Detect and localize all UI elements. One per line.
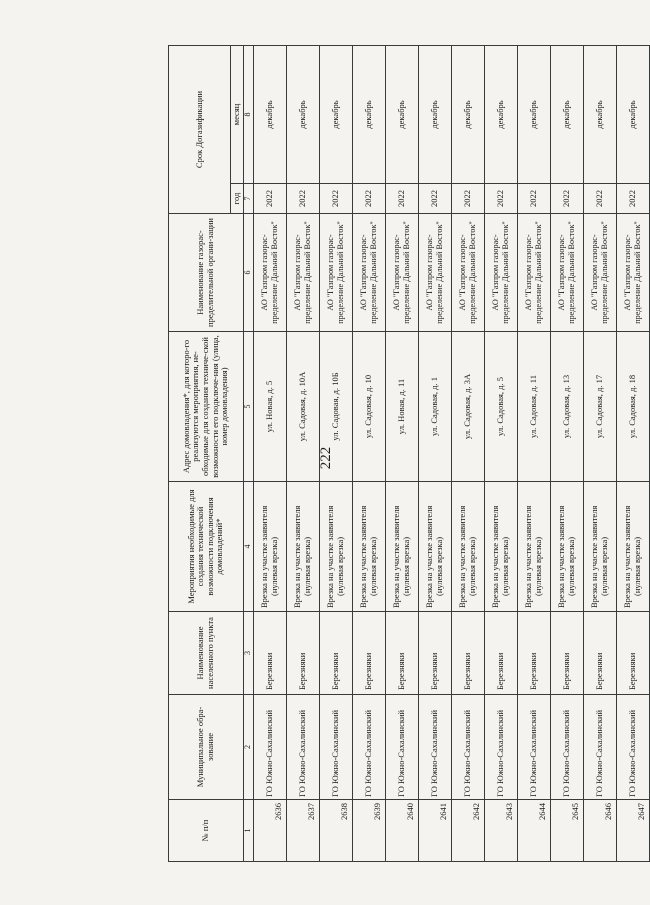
event-line-1: Врезка на участке заявителя	[424, 505, 434, 608]
month-cell: декабрь	[616, 46, 649, 184]
event-line-1: Врезка на участке заявителя	[259, 505, 269, 608]
event-cell	[286, 482, 319, 612]
settlement-cell: Березняки	[352, 612, 385, 695]
event-cell	[253, 482, 286, 612]
row-number: 2645	[550, 800, 583, 862]
settlement-cell: Березняки	[286, 612, 319, 695]
month-cell: декабрь	[253, 46, 286, 184]
header-municipality: Муниципальное обра-зование	[169, 695, 244, 800]
municipality-cell: ГО Южно-Сахалинский	[286, 695, 319, 800]
row-number: 2641	[418, 800, 451, 862]
event-line-2: (нулевая врезка)	[532, 536, 543, 596]
organization-cell: АО "Газпром газорас-пределение Дальний Восток"	[418, 214, 451, 332]
event-cell	[484, 482, 517, 612]
event-line-2: (нулевая врезка)	[433, 536, 444, 596]
event-cell	[550, 482, 583, 612]
col-number: 3	[243, 612, 253, 695]
address-cell: ул. Новая, д. 11	[385, 332, 418, 482]
month-cell: декабрь	[451, 46, 484, 184]
year-cell: 2022	[286, 184, 319, 214]
address-cell: ул. Садовая, д. 3А	[451, 332, 484, 482]
page-number: 222	[318, 446, 334, 470]
table-row	[451, 46, 484, 862]
year-cell: 2022	[616, 184, 649, 214]
event-line-1: Врезка на участке заявителя	[391, 505, 401, 608]
event-cell	[451, 482, 484, 612]
event-line-1: Врезка на участке заявителя	[622, 505, 632, 608]
row-number: 2637	[286, 800, 319, 862]
event-line-1: Врезка на участке заявителя	[523, 505, 533, 608]
organization-cell: АО "Газпром газорас-пределение Дальний Восток"	[451, 214, 484, 332]
header-settlement: Наименование населенного пункта	[169, 612, 244, 695]
header-organization: Наименование газорас-пределительной органи-зации	[169, 214, 244, 332]
table-row	[352, 46, 385, 862]
col-number: 2	[243, 695, 253, 800]
month-cell: декабрь	[286, 46, 319, 184]
event-line-2: (нулевая врезка)	[268, 536, 279, 596]
settlement-cell: Березняки	[616, 612, 649, 695]
municipality-cell: ГО Южно-Сахалинский	[517, 695, 550, 800]
year-cell: 2022	[385, 184, 418, 214]
month-cell: декабрь	[550, 46, 583, 184]
municipality-cell: ГО Южно-Сахалинский	[385, 695, 418, 800]
row-number: 2638	[319, 800, 352, 862]
event-line-1: Врезка на участке заявителя	[457, 505, 467, 608]
event-line-1: Врезка на участке заявителя	[490, 505, 500, 608]
table-row	[583, 46, 616, 862]
col-number: 7	[243, 184, 253, 214]
event-cell	[352, 482, 385, 612]
event-line-2: (нулевая врезка)	[565, 536, 576, 596]
settlement-cell: Березняки	[484, 612, 517, 695]
row-number: 2646	[583, 800, 616, 862]
month-cell: декабрь	[319, 46, 352, 184]
header-row	[169, 46, 231, 862]
event-cell	[517, 482, 550, 612]
event-cell	[418, 482, 451, 612]
col-number: 8	[243, 46, 253, 184]
row-number: 2639	[352, 800, 385, 862]
event-line-1: Врезка на участке заявителя	[292, 505, 302, 608]
gasification-table	[168, 45, 650, 862]
municipality-cell: ГО Южно-Сахалинский	[319, 695, 352, 800]
table-row	[517, 46, 550, 862]
row-number: 2640	[385, 800, 418, 862]
month-cell: декабрь	[385, 46, 418, 184]
table-row	[385, 46, 418, 862]
row-number: 2642	[451, 800, 484, 862]
municipality-cell: ГО Южно-Сахалинский	[616, 695, 649, 800]
event-line-1: Врезка на участке заявителя	[325, 505, 335, 608]
year-cell: 2022	[319, 184, 352, 214]
header-deadline: Срок Догазификации	[169, 46, 231, 214]
organization-cell: АО "Газпром газорас-пределение Дальний Восток"	[385, 214, 418, 332]
municipality-cell: ГО Южно-Сахалинский	[550, 695, 583, 800]
table-row	[286, 46, 319, 862]
row-number: 2647	[616, 800, 649, 862]
event-line-2: (нулевая врезка)	[400, 536, 411, 596]
settlement-cell: Березняки	[418, 612, 451, 695]
table-row	[616, 46, 649, 862]
address-cell: ул. Садовая, д. 17	[583, 332, 616, 482]
organization-cell: АО "Газпром газорас-пределение Дальний Восток"	[319, 214, 352, 332]
address-cell: ул. Новая, д. 5	[253, 332, 286, 482]
month-cell: декабрь	[517, 46, 550, 184]
settlement-cell: Березняки	[253, 612, 286, 695]
col-number: 6	[243, 214, 253, 332]
year-cell: 2022	[583, 184, 616, 214]
header-event: Мероприятия необходимые для создания технической возможности подключения домовладений*	[169, 482, 244, 612]
settlement-cell: Березняки	[583, 612, 616, 695]
year-cell: 2022	[352, 184, 385, 214]
event-line-2: (нулевая врезка)	[301, 536, 312, 596]
rotated-table-wrapper	[168, 46, 646, 862]
municipality-cell: ГО Южно-Сахалинский	[352, 695, 385, 800]
col-number: 5	[243, 332, 253, 482]
municipality-cell: ГО Южно-Сахалинский	[418, 695, 451, 800]
month-cell: декабрь	[583, 46, 616, 184]
organization-cell: АО "Газпром газорас-пределение Дальний Восток"	[352, 214, 385, 332]
year-cell: 2022	[550, 184, 583, 214]
organization-cell: АО "Газпром газорас-пределение Дальний Восток"	[517, 214, 550, 332]
row-number: 2644	[517, 800, 550, 862]
event-line-1: Врезка на участке заявителя	[589, 505, 599, 608]
year-cell: 2022	[451, 184, 484, 214]
settlement-cell: Березняки	[385, 612, 418, 695]
event-line-1: Врезка на участке заявителя	[358, 505, 368, 608]
col-number: 1	[243, 800, 253, 862]
municipality-cell: ГО Южно-Сахалинский	[484, 695, 517, 800]
month-cell: декабрь	[418, 46, 451, 184]
col-number: 4	[243, 482, 253, 612]
table-row	[484, 46, 517, 862]
event-line-1: Врезка на участке заявителя	[556, 505, 566, 608]
event-line-2: (нулевая врезка)	[466, 536, 477, 596]
event-cell	[319, 482, 352, 612]
address-cell: ул. Садовая, д. 10Б	[319, 332, 352, 482]
event-line-2: (нулевая врезка)	[367, 536, 378, 596]
event-cell	[616, 482, 649, 612]
municipality-cell: ГО Южно-Сахалинский	[253, 695, 286, 800]
table-row	[550, 46, 583, 862]
address-cell: ул. Садовая, д. 1	[418, 332, 451, 482]
organization-cell: АО "Газпром газорас-пределение Дальний Восток"	[286, 214, 319, 332]
table-row	[319, 46, 352, 862]
event-line-2: (нулевая врезка)	[334, 536, 345, 596]
organization-cell: АО "Газпром газорас-пределение Дальний Восток"	[253, 214, 286, 332]
column-numbers-row	[243, 46, 253, 862]
settlement-cell: Березняки	[451, 612, 484, 695]
header-month: месяц	[231, 46, 244, 184]
table-row	[418, 46, 451, 862]
header-address: Адрес домовладения*, для которо-го реализуются мероприятия, не-обходимые для создания техниче-ской возможности его подключе-ния (улица, номер домовладения)	[169, 332, 244, 482]
municipality-cell: ГО Южно-Сахалинский	[451, 695, 484, 800]
address-cell: ул. Садовая, д. 10	[352, 332, 385, 482]
month-cell: декабрь	[484, 46, 517, 184]
table-body	[253, 46, 649, 862]
organization-cell: АО "Газпром газорас-пределение Дальний Восток"	[550, 214, 583, 332]
year-cell: 2022	[484, 184, 517, 214]
row-number: 2643	[484, 800, 517, 862]
organization-cell: АО "Газпром газорас-пределение Дальний Восток"	[616, 214, 649, 332]
address-cell: ул. Садовая, д. 13	[550, 332, 583, 482]
settlement-cell: Березняки	[517, 612, 550, 695]
year-cell: 2022	[253, 184, 286, 214]
event-cell	[583, 482, 616, 612]
address-cell: ул. Садовая, д. 5	[484, 332, 517, 482]
address-cell: ул. Садовая, д. 18	[616, 332, 649, 482]
settlement-cell: Березняки	[319, 612, 352, 695]
event-line-2: (нулевая врезка)	[631, 536, 642, 596]
year-cell: 2022	[418, 184, 451, 214]
settlement-cell: Березняки	[550, 612, 583, 695]
address-cell: ул. Садовая, д. 10А	[286, 332, 319, 482]
row-number: 2636	[253, 800, 286, 862]
table-row	[253, 46, 286, 862]
event-line-2: (нулевая врезка)	[598, 536, 609, 596]
year-cell: 2022	[517, 184, 550, 214]
event-line-2: (нулевая врезка)	[499, 536, 510, 596]
municipality-cell: ГО Южно-Сахалинский	[583, 695, 616, 800]
header-year: год	[231, 184, 244, 214]
organization-cell: АО "Газпром газорас-пределение Дальний Восток"	[484, 214, 517, 332]
header-no: № п/п	[169, 800, 244, 862]
organization-cell: АО "Газпром газорас-пределение Дальний Восток"	[583, 214, 616, 332]
address-cell: ул. Садовая, д. 11	[517, 332, 550, 482]
month-cell: декабрь	[352, 46, 385, 184]
event-cell	[385, 482, 418, 612]
